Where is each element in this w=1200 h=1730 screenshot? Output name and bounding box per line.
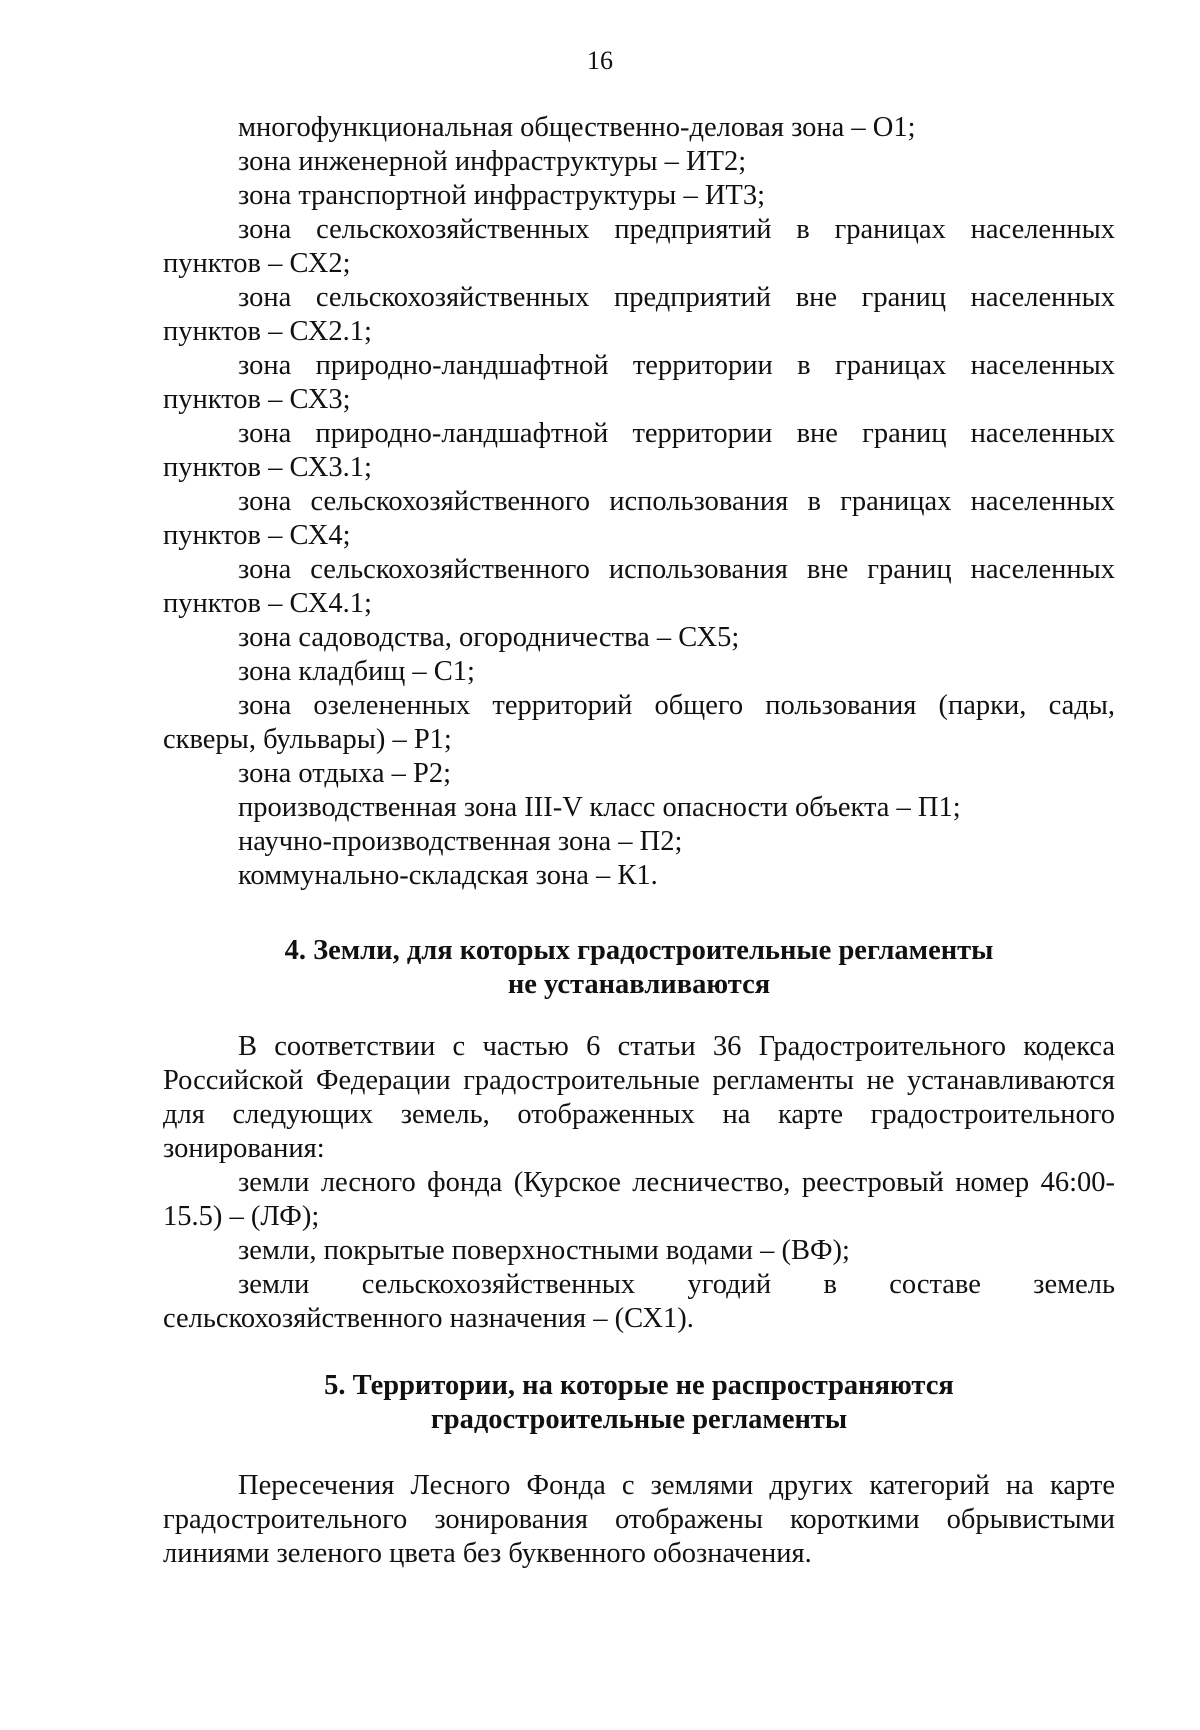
zone-list-item: зона транспортной инфраструктуры – ИТ3; [238,180,765,211]
section-4-paragraph: В соответствии с частью 6 статьи 36 Градостроительного кодекса Российской Федерации градостроительные регламенты не устанавливаются для следующих земель, отображенных на карте градостроительного зонирования: [163,1031,1115,1164]
page-number: 16 [587,46,613,75]
section-5-heading-line-1: 5. Территории, на которые не распространяются [324,1370,954,1401]
section-5-heading-line-2: градостроительные регламенты [430,1404,848,1435]
zone-list-item: зона природно-ландшафтной территории в границах населенных пунктов – СХ3; [163,350,1115,415]
zone-list-item: зона инженерной инфраструктуры – ИТ2; [238,146,747,177]
zone-list-item: зона природно-ландшафтной территории вне границ населенных пунктов – СХ3.1; [163,418,1115,483]
zone-list-item: зона сельскохозяйственного использования в границах населенных пунктов – СХ4; [163,486,1115,551]
section-4-paragraph: земли, покрытые поверхностными водами – (ВФ); [238,1235,850,1266]
zone-list-item: коммунально-складская зона – К1. [238,860,658,891]
section-4-paragraph: земли лесного фонда (Курское лесничество, реестровый номер 46:00-15.5) – (ЛФ); [163,1167,1115,1232]
section-4-heading-line-1: 4. Земли, для которых градостроительные регламенты [284,935,994,966]
section-4-paragraph: земли сельскохозяйственных угодий в составе земель сельскохозяйственного назначения – (СХ1). [163,1269,1115,1334]
section-4-body [163,1030,1115,1336]
zone-list-item: зона садоводства, огородничества – СХ5; [238,622,740,653]
zone-list-item: зона кладбищ – С1; [238,656,475,687]
zone-list-item: зона сельскохозяйственных предприятий в границах населенных пунктов – СХ2; [163,214,1115,279]
section-5-body [163,1469,1115,1571]
section-4-heading-line-2: не устанавливаются [507,969,771,1000]
zone-list-item: зона сельскохозяйственного использования вне границ населенных пунктов – СХ4.1; [163,554,1115,619]
zone-list-item: производственная зона III-V класс опасности объекта – П1; [238,792,961,823]
section-5-heading [163,1369,1115,1437]
zones-list [163,111,1115,893]
zone-list-item: зона отдыха – Р2; [238,758,452,789]
section-4-heading [163,934,1115,1002]
zone-list-item: многофункциональная общественно-деловая зона – О1; [238,112,916,143]
section-5-paragraph: Пересечения Лесного Фонда с землями других категорий на карте градостроительного зонирования отображены короткими обрывистыми линиями зеленого цвета без буквенного обозначения. [163,1470,1115,1569]
zone-list-item: научно-производственная зона – П2; [238,826,683,857]
zone-list-item: зона сельскохозяйственных предприятий вне границ населенных пунктов – СХ2.1; [163,282,1115,347]
zone-list-item: зона озелененных территорий общего пользования (парки, сады, скверы, бульвары) – Р1; [163,690,1115,755]
